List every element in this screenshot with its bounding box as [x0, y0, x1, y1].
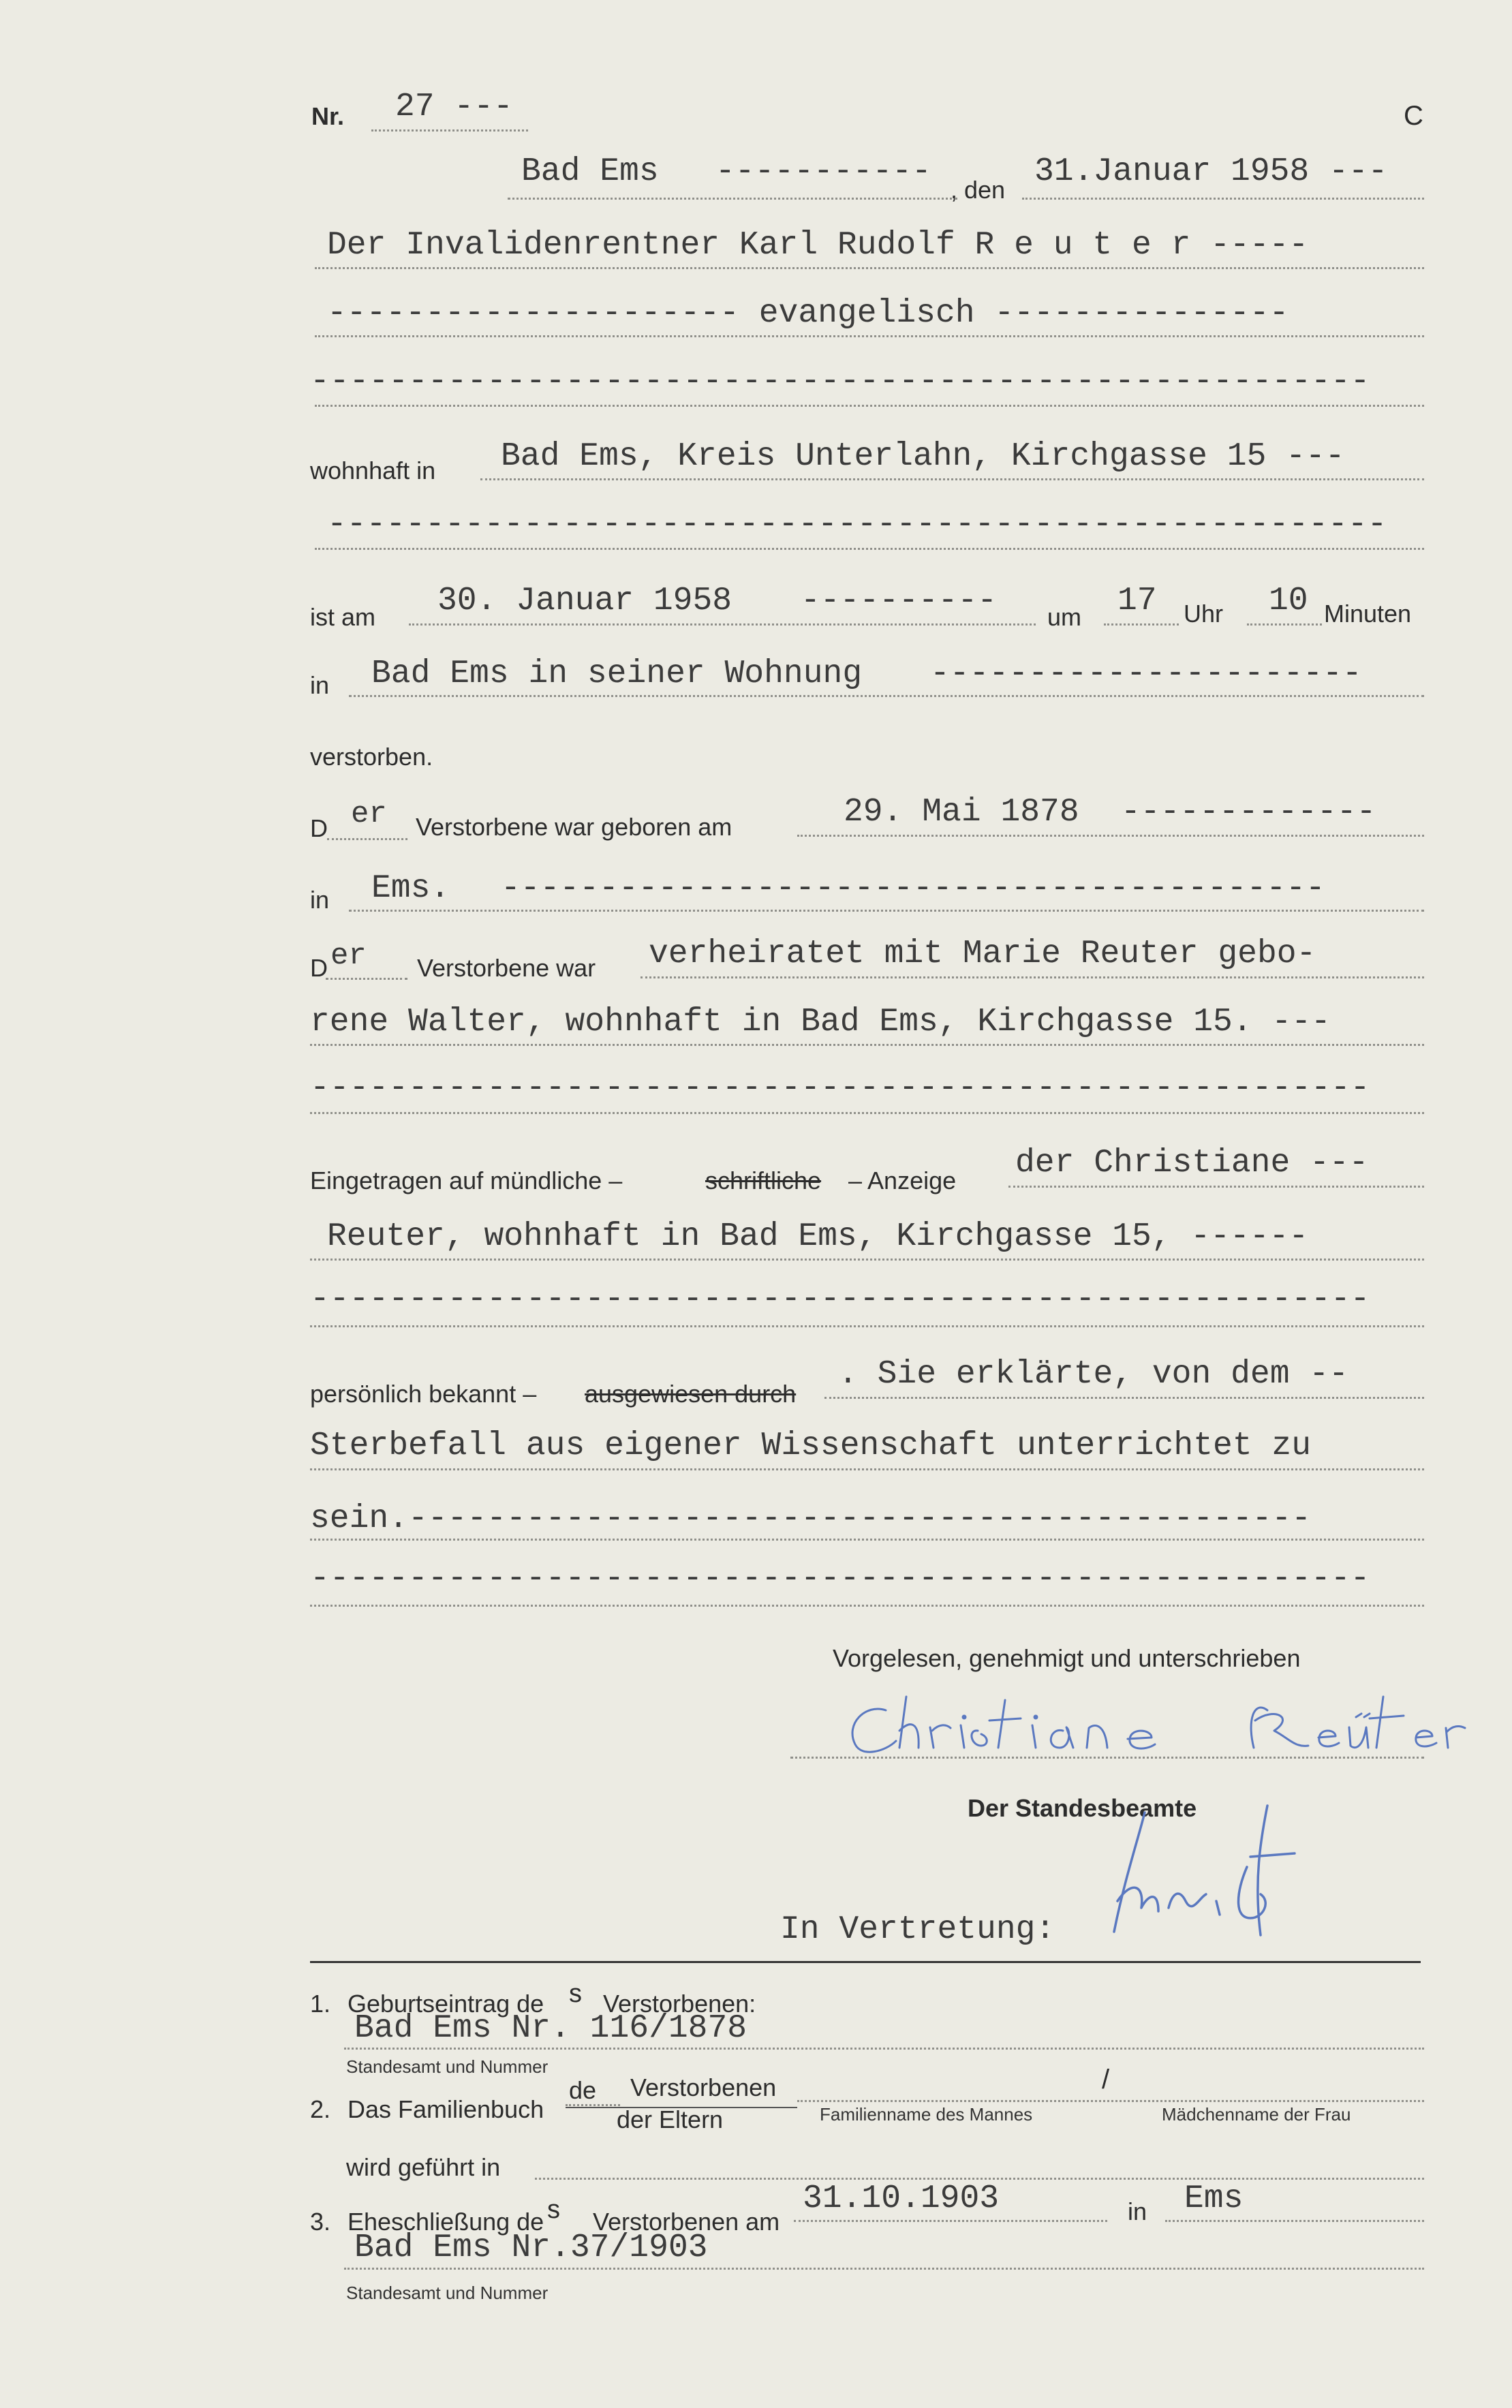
- marital-label: Verstorbene war: [417, 954, 596, 982]
- marital-dotted-line-3: [310, 1112, 1424, 1114]
- birth-date-dotted-line: [797, 835, 1424, 837]
- marital-value-1: verheiratet mit Marie Reuter gebo-: [649, 936, 1316, 972]
- residence-label: wohnhaft in: [310, 457, 436, 484]
- report-prefix: Eingetragen auf mündliche –: [310, 1167, 623, 1194]
- death-minute: 10: [1269, 583, 1308, 619]
- footnote-3-caption: Standesamt und Nummer: [346, 2283, 549, 2303]
- identity-dotted-line-4: [310, 1605, 1424, 1607]
- footnote-1-caption: Standesamt und Nummer: [346, 2056, 549, 2077]
- death-date: 30. Januar 1958: [437, 583, 732, 619]
- footnote-3-place-dotted-line: [1165, 2220, 1424, 2222]
- report-struck: schriftliche: [705, 1167, 822, 1194]
- death-place-dotted-line: [349, 695, 1424, 697]
- marital-value-3: ------------------------------------------------------: [310, 1070, 1370, 1107]
- place-dotted-line: [508, 198, 957, 200]
- report-dotted-line-3: [310, 1325, 1424, 1327]
- death-place-fill: ----------------------: [930, 655, 1362, 692]
- report-value-1: der Christiane ---: [1015, 1145, 1369, 1182]
- separator-line: [310, 1961, 1421, 1963]
- person-line-1: Der Invalidenrentner Karl Rudolf R e u t e r -----: [327, 227, 1309, 264]
- marital-dotted-line-1: [641, 976, 1424, 978]
- person-dotted-line-2: [315, 335, 1424, 337]
- birth-label: Verstorbene war geboren am: [416, 813, 732, 841]
- report-value-3: ------------------------------------------------------: [310, 1281, 1370, 1318]
- footnote-1-number: 1.: [310, 1990, 331, 2018]
- registrar-signature: [1090, 1799, 1363, 1949]
- uhr-label: Uhr: [1184, 600, 1224, 628]
- footnote-2-gefuehrt-dotted-line: [535, 2178, 1424, 2180]
- footnote-1-label: Geburtseintrag de: [348, 1990, 544, 2018]
- birth-date: 29. Mai 1878: [844, 794, 1079, 831]
- identity-value-1: . Sie erklärte, von dem --: [838, 1356, 1348, 1393]
- person-line-3: ------------------------------------------------------: [310, 363, 1370, 400]
- registrar-title: Der Standesbeamte: [968, 1794, 1197, 1822]
- footnote-2-de-dotted-line: [566, 2104, 620, 2106]
- birth-place-fill: ------------------------------------------: [501, 870, 1325, 907]
- footnote-2-eltern: der Eltern: [617, 2105, 724, 2133]
- footnote-3-dotted-line: [344, 2268, 1424, 2270]
- identity-value-2: Sterbefall aus eigener Wissenschaft unterrichtet zu: [310, 1427, 1312, 1464]
- footnote-2-slash: /: [1102, 2065, 1110, 2095]
- birth-in-label: in: [310, 886, 330, 914]
- report-suffix: – Anzeige: [848, 1167, 957, 1194]
- footnote-3-in: in: [1128, 2197, 1147, 2225]
- nr-value: 27 ---: [395, 89, 513, 125]
- footnote-2-verstorbenen: Verstorbenen: [630, 2073, 777, 2101]
- ist-am-label: ist am: [310, 603, 376, 631]
- footnote-3-place: Ems: [1184, 2180, 1244, 2217]
- footnote-2-gefuehrt: wird geführt in: [346, 2153, 501, 2181]
- birth-d-label: D: [310, 814, 328, 842]
- vertretung-label: In Vertretung:: [780, 1911, 1055, 1948]
- identity-value-3: sein.----------------------------------------------: [310, 1500, 1312, 1537]
- residence-dotted-line: [480, 478, 1424, 480]
- hour-dotted-line: [1104, 623, 1179, 626]
- death-place: Bad Ems in seiner Wohnung: [371, 655, 863, 692]
- residence-value: Bad Ems, Kreis Unterlahn, Kirchgasse 15 ---: [501, 438, 1345, 475]
- date-dotted-line: [1022, 198, 1424, 200]
- birth-d-fill: er: [351, 797, 387, 831]
- signature-dotted-line: [790, 1757, 1424, 1759]
- minute-dotted-line: [1247, 623, 1322, 626]
- footnote-2-caption-frau: Mädchenname der Frau: [1162, 2104, 1351, 2125]
- footnote-2-number: 2.: [310, 2095, 331, 2123]
- report-dotted-line-2: [310, 1259, 1424, 1261]
- marital-d-fill: er: [330, 939, 367, 973]
- person-dotted-line-3: [315, 405, 1424, 407]
- birth-d-dotted-line: [327, 838, 407, 840]
- death-in-label: in: [310, 671, 330, 699]
- footnote-3-label-2: Verstorbenen am: [593, 2208, 780, 2236]
- residence-cont: ------------------------------------------------------: [327, 506, 1387, 543]
- footnote-2-caption-mann: Familienname des Mannes: [820, 2104, 1033, 2125]
- person-line-2: --------------------- evangelisch ---------------: [327, 295, 1289, 332]
- minuten-label: Minuten: [1324, 600, 1412, 628]
- marital-dotted-line-2: [310, 1044, 1424, 1046]
- footnote-3-label: Eheschließung de: [348, 2208, 544, 2236]
- identity-dotted-line-3: [310, 1539, 1424, 1541]
- marital-value-2: rene Walter, wohnhaft in Bad Ems, Kirchgasse 15. ---: [310, 1004, 1331, 1040]
- residence-dotted-line-2: [315, 548, 1424, 550]
- footnote-3-number: 3.: [310, 2208, 331, 2236]
- footnote-1-fill: s: [569, 1979, 582, 2008]
- death-hour: 17: [1117, 583, 1157, 619]
- footnote-3-date: 31.10.1903: [803, 2180, 1000, 2217]
- footnote-3-value: Bad Ems Nr.37/1903: [354, 2229, 708, 2266]
- read-approved-text: Vorgelesen, genehmigt und unterschrieben: [833, 1644, 1301, 1672]
- identity-dotted-line-2: [310, 1468, 1424, 1470]
- footnote-2-name-dotted-line: [797, 2100, 1424, 2102]
- um-label: um: [1047, 603, 1082, 631]
- footnote-2-de: de: [569, 2076, 597, 2104]
- place-fill: -----------: [715, 153, 931, 190]
- den-label: , den: [951, 176, 1006, 204]
- date-value: 31.Januar 1958 ---: [1034, 153, 1388, 190]
- report-dotted-line-1: [1008, 1186, 1424, 1188]
- marital-d-label: D: [310, 954, 328, 982]
- nr-dotted-line: [371, 129, 528, 132]
- marital-d-dotted-line: [326, 978, 407, 980]
- person-dotted-line-1: [315, 267, 1424, 269]
- birth-date-fill: -------------: [1121, 794, 1376, 831]
- death-date-dotted-line: [409, 623, 1036, 626]
- footnote-1-label-2: Verstorbenen:: [603, 1990, 756, 2018]
- place-value: Bad Ems: [521, 153, 659, 190]
- birth-place: Ems.: [371, 870, 450, 907]
- footnote-3-date-dotted-line: [794, 2220, 1107, 2222]
- footnote-2-label: Das Familienbuch: [348, 2095, 544, 2123]
- footnote-1-dotted-line: [344, 2048, 1424, 2050]
- nr-label: Nr.: [311, 102, 345, 130]
- identity-value-4: ------------------------------------------------------: [310, 1560, 1370, 1597]
- identity-dotted-line-1: [824, 1397, 1424, 1399]
- corner-mark: C: [1404, 101, 1423, 131]
- verstorben-label: verstorben.: [310, 743, 433, 771]
- identity-struck: ausgewiesen durch: [585, 1380, 797, 1408]
- birth-place-dotted-line: [349, 910, 1424, 912]
- identity-label: persönlich bekannt –: [310, 1380, 537, 1408]
- report-value-2: Reuter, wohnhaft in Bad Ems, Kirchgasse 15, ------: [327, 1218, 1309, 1255]
- death-date-fill: ----------: [801, 583, 998, 619]
- footnote-1-value: Bad Ems Nr. 116/1878: [354, 2010, 747, 2047]
- footnote-3-fill: s: [547, 2195, 560, 2224]
